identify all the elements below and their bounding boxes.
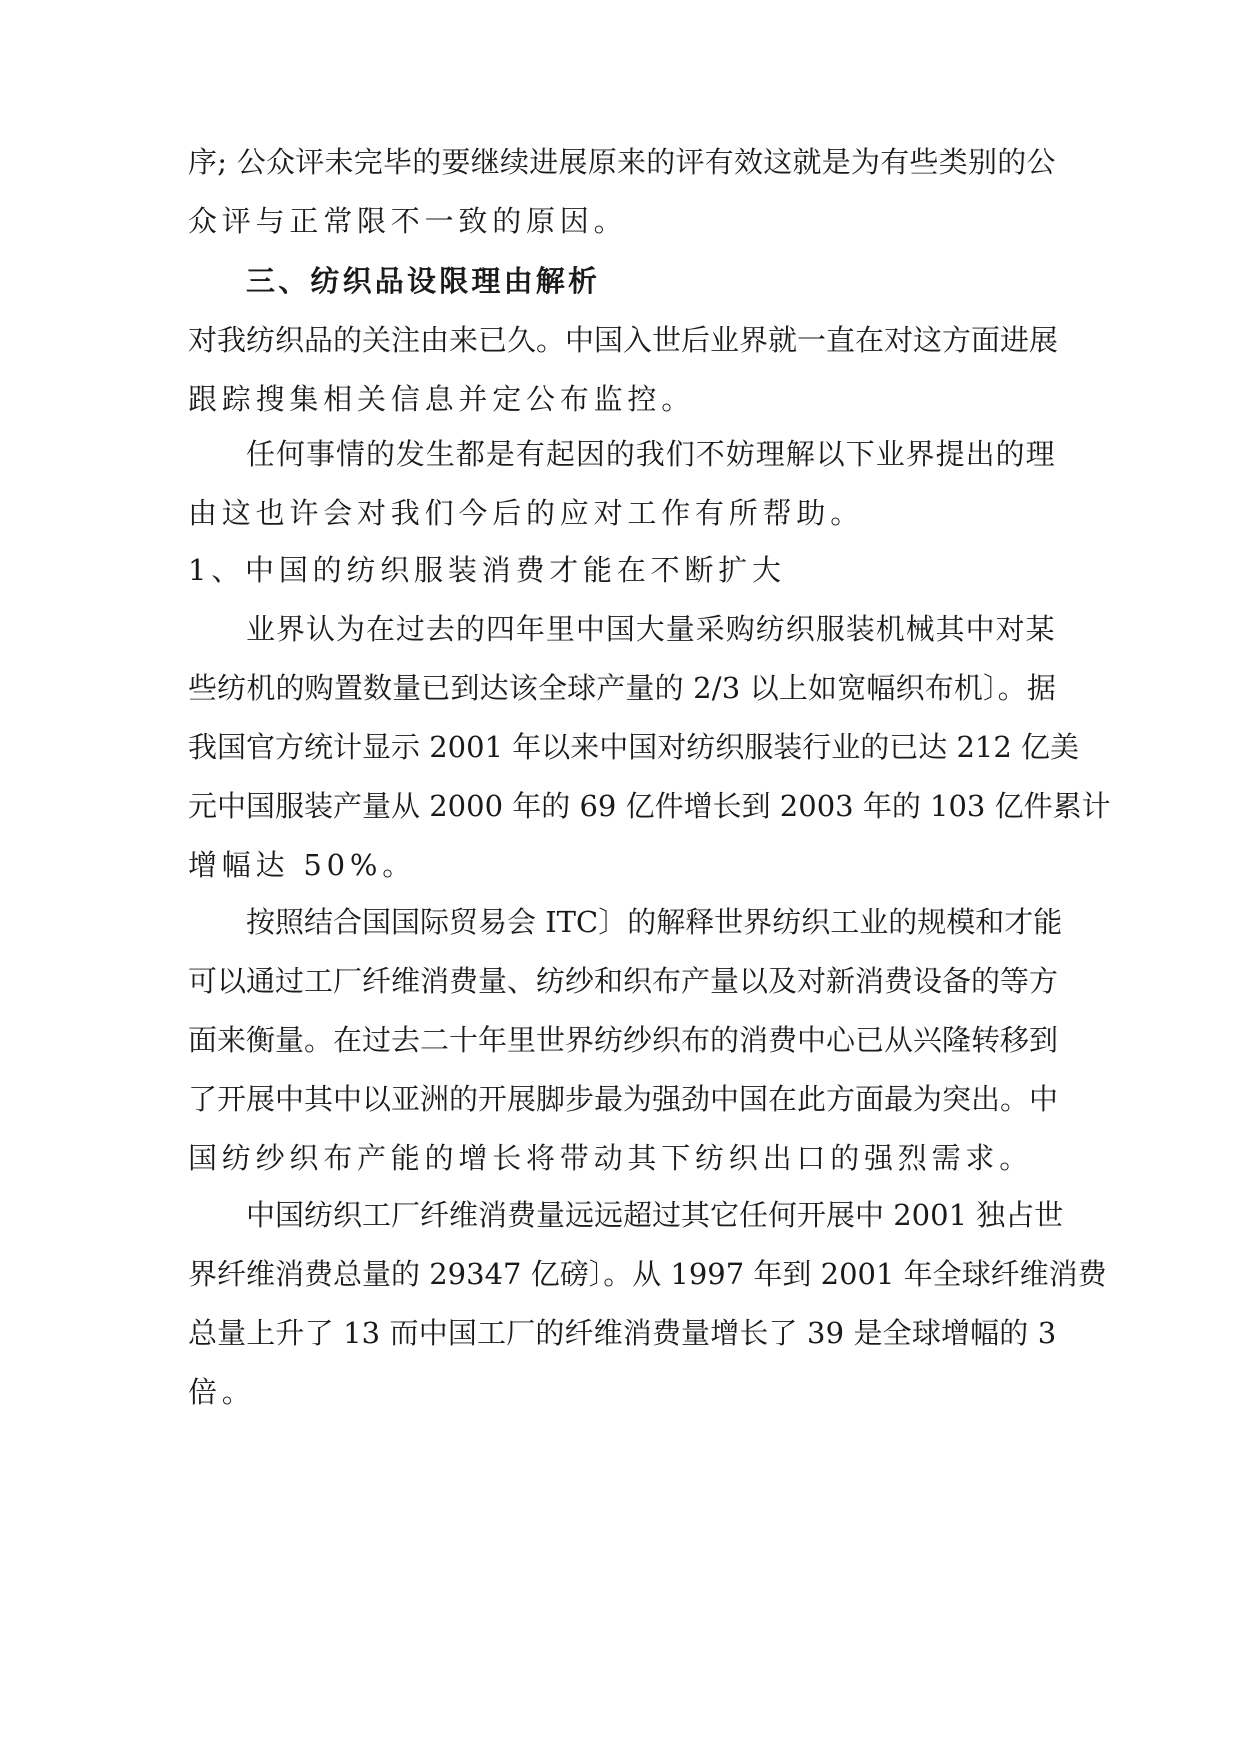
paragraph-reasons	[188, 425, 1056, 543]
paragraph-itc	[188, 893, 1063, 1188]
text-line: 由这也许会对我们今后的应对工作有所帮助。	[188, 496, 865, 530]
subheading-text: 1、中国的纺织服装消费才能在不断扩大	[188, 553, 786, 587]
text-line: 增幅达 50%。	[188, 848, 417, 882]
text-line: 了开展中其中以亚洲的开展脚步最为强劲中国在此方面最为突出。中	[188, 1082, 1059, 1116]
text-line: 界纤维消费总量的 29347 亿磅〕。从 1997 年到 2001 年全球纤维消费	[188, 1257, 1107, 1291]
text-line: 任何事情的发生都是有起因的我们不妨理解以下业界提出的理	[246, 437, 1056, 471]
text-line: 众评与正常限不一致的原因。	[188, 204, 628, 238]
text-line: 对我纺织品的关注由来已久。中国入世后业界就一直在对这方面进展	[188, 323, 1059, 357]
text-line: 序; 公众评未完毕的要继续进展原来的评有效这就是为有些类别的公	[188, 145, 1056, 179]
paragraph-attention	[188, 311, 1059, 429]
subheading-1	[188, 541, 1056, 600]
text-line: 国纺纱织布产能的增长将带动其下纺织出口的强烈需求。	[188, 1141, 1034, 1175]
text-line: 业界认为在过去的四年里中国大量采购纺织服装机械其中对某	[246, 612, 1056, 646]
text-line: 按照结合国国际贸易会 ITC〕的解释世界纺织工业的规模和才能	[246, 905, 1063, 939]
text-line: 面来衡量。在过去二十年里世界纺纱织布的消费中心已从兴隆转移到	[188, 1023, 1059, 1057]
section-heading-text: 三、纺织品设限理由解析	[246, 264, 601, 298]
text-line: 跟踪搜集相关信息并定公布监控。	[188, 382, 696, 416]
text-line: 倍。	[188, 1375, 256, 1409]
text-line: 元中国服装产量从 2000 年的 69 亿件增长到 2003 年的 103 亿件累计	[188, 789, 1111, 823]
section-heading	[188, 252, 1056, 311]
paragraph-industry	[188, 600, 1111, 895]
text-line: 可以通过工厂纤维消费量、纺纱和织布产量以及对新消费设备的等方	[188, 964, 1059, 998]
text-line: 些纺机的购置数量已到达该全球产量的 2/3 以上如宽幅织布机〕。据	[188, 671, 1057, 705]
text-line: 我国官方统计显示 2001 年以来中国对纺织服装行业的已达 212 亿美	[188, 730, 1080, 764]
paragraph-continuation	[188, 133, 1056, 251]
text-line: 总量上升了 13 而中国工厂的纤维消费量增长了 39 是全球增幅的 3	[188, 1316, 1057, 1350]
paragraph-fiber	[188, 1186, 1107, 1422]
text-line: 中国纺织工厂纤维消费量远远超过其它任何开展中 2001 独占世	[246, 1198, 1064, 1232]
